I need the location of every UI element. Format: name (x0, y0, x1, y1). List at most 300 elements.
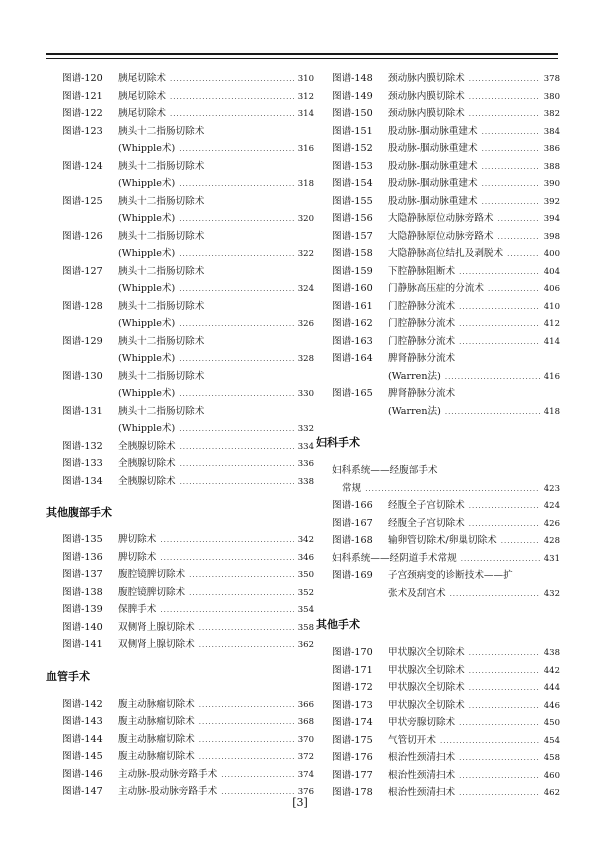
toc-entry-title-continued: (Warren法) (388, 405, 441, 417)
toc-page-number: 432 (543, 588, 560, 599)
toc-entry-title: 全胰腺切除术 (118, 475, 176, 487)
toc-entry-title: 脾切除术 (118, 551, 157, 563)
leader-dots (482, 124, 540, 142)
toc-page-number: 442 (543, 665, 560, 676)
leader-dots (170, 71, 294, 89)
toc-entry-number: 图谱-169 (332, 570, 373, 581)
toc-entry-title: 门腔静脉分流术 (388, 300, 456, 312)
toc-page-number: 366 (297, 699, 314, 710)
leader-dots (179, 351, 294, 369)
toc-page-number: 376 (297, 787, 314, 797)
toc-entry[interactable] (332, 644, 560, 662)
toc-group (332, 644, 560, 802)
toc-page-number: 454 (543, 735, 560, 746)
toc-entry-title: 子宫颈病变的诊断技术——扩 (388, 570, 513, 581)
toc-page-number: 320 (297, 214, 314, 224)
toc-page-number: 338 (297, 476, 314, 487)
toc-entry-number: 图谱-143 (62, 716, 103, 727)
toc-page-number: 358 (297, 622, 314, 633)
leader-dots (459, 750, 540, 768)
toc-entry[interactable] (62, 123, 314, 158)
toc-page-number: 316 (297, 144, 314, 154)
leader-dots (459, 316, 540, 334)
toc-entry-number: 图谱-151 (332, 125, 373, 137)
toc-entry[interactable] (332, 749, 560, 767)
toc-entry-title: 胰尾切除术 (118, 108, 166, 119)
toc-page-number: 346 (297, 552, 314, 563)
toc-entry[interactable] (332, 515, 560, 533)
toc-page-number: 426 (543, 518, 560, 529)
toc-entry[interactable] (332, 350, 560, 385)
toc-entry-title: 脾肾静脉分流术 (388, 353, 456, 364)
toc-entry-number: 图谱-126 (62, 230, 103, 242)
toc-entry[interactable] (62, 748, 314, 766)
toc-entry[interactable] (62, 105, 314, 123)
toc-entry-number: 图谱-175 (332, 734, 373, 746)
toc-entry[interactable] (332, 298, 560, 316)
section-heading: 其他腹部手术 (46, 506, 112, 519)
toc-entry-title: 全胰腺切除术 (118, 440, 176, 452)
toc-entry-number: 图谱-122 (62, 108, 103, 119)
leader-dots (179, 421, 294, 439)
toc-entry-title: 根治性颈清扫术 (388, 752, 456, 763)
toc-entry-title-continued: (Whipple术) (118, 318, 176, 329)
toc-entry-title: 门腔静脉分流术 (388, 335, 456, 347)
toc-entry[interactable] (62, 619, 314, 637)
toc-entry-number: 图谱-170 (332, 647, 373, 658)
toc-entry-title: 主动脉-股动脉旁路手术 (118, 768, 218, 780)
toc-intro-line2: 常规 (342, 482, 362, 494)
toc-page-number: 398 (543, 231, 560, 242)
toc-page-number: 350 (297, 570, 314, 580)
toc-entry-title-continued: (Whipple术) (118, 178, 176, 189)
toc-entry-title: 甲状腺次全切除术 (388, 647, 465, 658)
toc-entry-number: 图谱-165 (332, 388, 373, 399)
toc-entry-title: 根治性颈清扫术 (388, 769, 456, 781)
toc-entry-number: 图谱-129 (62, 335, 103, 347)
section-heading: 血管手术 (46, 669, 90, 683)
toc-entry-title: 根治性颈清扫术 (388, 787, 456, 798)
toc-entry[interactable] (62, 298, 314, 333)
toc-entry[interactable] (332, 105, 560, 123)
toc-entry-number: 图谱-130 (62, 370, 103, 382)
toc-entry[interactable] (332, 315, 560, 333)
toc-entry-number: 图谱-152 (332, 143, 373, 154)
leader-dots (199, 714, 294, 732)
toc-entry-number: 图谱-145 (62, 751, 103, 762)
toc-group (332, 70, 560, 420)
toc-entry[interactable] (332, 210, 560, 228)
toc-entry-number: 图谱-155 (332, 195, 373, 207)
toc-plain-entry (332, 550, 560, 568)
toc-entry[interactable] (62, 531, 314, 549)
toc-entry[interactable] (62, 584, 314, 602)
toc-entry-title: 门静脉高压症的分流术 (388, 283, 484, 294)
toc-entry-title: 妇科系统——经阴道手术常规 (332, 552, 457, 564)
leader-dots (488, 281, 540, 299)
leader-dots (179, 211, 294, 229)
toc-entry-number: 图谱-178 (332, 787, 373, 798)
toc-entry-title: 颈动脉内膜切除术 (388, 73, 465, 84)
toc-entry[interactable] (62, 70, 314, 88)
toc-entry-title: 胰头十二指肠切除术 (118, 300, 205, 312)
leader-dots (469, 89, 540, 107)
toc-entry-title: 经腹全子宫切除术 (388, 517, 465, 529)
toc-page-number: 412 (543, 319, 560, 329)
toc-page-number: 372 (297, 752, 314, 762)
leader-dots (199, 749, 294, 767)
toc-entry-title: 股动脉-腘动脉重建术 (388, 125, 478, 137)
toc-entry[interactable] (332, 714, 560, 732)
toc-entry-number: 图谱-163 (332, 335, 373, 347)
leader-dots (160, 550, 293, 568)
toc-entry-title: 胰头十二指肠切除术 (118, 370, 205, 382)
toc-entry[interactable] (332, 123, 560, 141)
toc-page-number: 394 (543, 214, 560, 224)
toc-page-number: 450 (543, 718, 560, 728)
toc-entry[interactable] (332, 679, 560, 697)
toc-entry[interactable] (332, 662, 560, 680)
leader-dots (459, 768, 540, 786)
header-rule-thin (46, 58, 558, 59)
toc-entry-number: 图谱-153 (332, 160, 373, 172)
toc-page-number: 460 (543, 770, 560, 781)
toc-page-number: 462 (543, 788, 560, 798)
toc-entry-number: 图谱-162 (332, 318, 373, 329)
toc-entry-number: 图谱-167 (332, 517, 373, 529)
toc-page-number: 384 (543, 126, 560, 137)
toc-page-number: 400 (543, 249, 560, 259)
toc-group (62, 696, 314, 801)
toc-page-number: 370 (297, 734, 314, 745)
leader-dots (189, 567, 294, 585)
leader-dots (469, 680, 540, 698)
toc-page-number: 428 (543, 536, 560, 546)
leader-dots (482, 159, 540, 177)
leader-dots (459, 334, 540, 352)
toc-entry[interactable] (332, 497, 560, 515)
toc-page-number: 342 (297, 535, 314, 545)
toc-page-number: 410 (543, 301, 560, 312)
toc-entry[interactable] (62, 193, 314, 228)
toc-entry-title: 甲状腺次全切除术 (388, 682, 465, 693)
toc-page-number: 458 (543, 753, 560, 763)
toc-page-number: 336 (297, 459, 314, 469)
toc-page-number: 388 (543, 161, 560, 172)
toc-page-number: 362 (297, 640, 314, 650)
toc-group (332, 567, 560, 602)
toc-entry-title: 门腔静脉分流术 (388, 318, 456, 329)
toc-entry-number: 图谱-150 (332, 108, 373, 119)
toc-entry-title: 脾切除术 (118, 534, 157, 545)
toc-entry-number: 图谱-133 (62, 458, 103, 469)
toc-entry[interactable] (332, 567, 560, 602)
toc-entry[interactable] (62, 368, 314, 403)
toc-page-number: 378 (543, 74, 560, 84)
toc-entry[interactable] (332, 280, 560, 298)
leader-dots (189, 585, 294, 603)
toc-intro-entry (332, 462, 560, 497)
toc-entry-number: 图谱-127 (62, 265, 103, 277)
toc-entry-title-continued: (Whipple术) (118, 353, 176, 364)
leader-dots (221, 767, 294, 785)
toc-entry[interactable] (62, 455, 314, 473)
toc-entry[interactable] (62, 473, 314, 491)
toc-entry-number: 图谱-120 (62, 73, 103, 84)
leader-dots (459, 264, 540, 282)
toc-page-number: 354 (297, 605, 314, 615)
toc-entry-title: 胰头十二指肠切除术 (118, 125, 205, 137)
toc-entry[interactable] (332, 732, 560, 750)
toc-entry-title: 腹主动脉瘤切除术 (118, 716, 195, 727)
toc-entry[interactable] (62, 88, 314, 106)
toc-entry[interactable] (332, 767, 560, 785)
leader-dots (507, 246, 540, 264)
leader-dots (482, 194, 540, 212)
toc-entry[interactable] (62, 158, 314, 193)
toc-entry-number: 图谱-164 (332, 353, 373, 364)
toc-entry-title: 股动脉-腘动脉重建术 (388, 195, 478, 207)
leader-dots (199, 637, 294, 655)
toc-entry-number: 图谱-168 (332, 535, 373, 546)
toc-entry[interactable] (332, 532, 560, 550)
toc-entry-title-continued: (Whipple术) (118, 388, 176, 399)
toc-page-number: 416 (543, 371, 560, 382)
toc-page-number: 406 (543, 284, 560, 294)
toc-entry-title: 腹腔镜脾切除术 (118, 586, 186, 598)
toc-page-number: 310 (297, 74, 314, 84)
leader-dots (459, 299, 540, 317)
toc-entry-title-continued: (Whipple术) (118, 283, 176, 294)
toc-entry-title: 下腔静脉阻断术 (388, 265, 456, 277)
leader-dots (469, 106, 540, 124)
toc-entry-number: 图谱-149 (332, 90, 373, 102)
toc-entry-title: 甲状旁腺切除术 (388, 717, 456, 728)
toc-entry-title-continued: (Whipple术) (118, 143, 176, 154)
toc-entry-title: 输卵管切除术/卵巢切除术 (388, 535, 497, 546)
toc-page-number: 444 (543, 683, 560, 693)
toc-page-number: 352 (297, 587, 314, 598)
toc-entry[interactable] (62, 228, 314, 263)
leader-dots (482, 176, 540, 194)
toc-entry[interactable] (332, 333, 560, 351)
toc-entry-number: 图谱-121 (62, 90, 103, 102)
leader-dots (199, 732, 294, 750)
toc-page-number: 446 (543, 700, 560, 711)
toc-entry-title: 颈动脉内膜切除术 (388, 90, 465, 102)
leader-dots (459, 715, 540, 733)
toc-entry-number: 图谱-154 (332, 178, 373, 189)
toc-entry-title-continued: (Whipple术) (118, 423, 176, 434)
toc-entry-title: 经腹全子宫切除术 (388, 500, 465, 511)
toc-entry-title: 股动脉-腘动脉重建术 (388, 178, 478, 189)
toc-page-number: 374 (297, 769, 314, 780)
toc-entry-title: 甲状腺次全切除术 (388, 699, 465, 711)
toc-entry-title: 胰头十二指肠切除术 (118, 195, 205, 207)
leader-dots (199, 620, 294, 638)
toc-entry-number: 图谱-139 (62, 604, 103, 615)
toc-page-number: 380 (543, 91, 560, 102)
header-rule-thick (46, 53, 558, 55)
toc-entry-number: 图谱-141 (62, 639, 103, 650)
toc-group (332, 497, 560, 550)
leader-dots (469, 663, 540, 681)
leader-dots (179, 316, 294, 334)
toc-entry-title: 胰尾切除术 (118, 90, 166, 102)
toc-left-column (46, 70, 314, 801)
toc-page-number: 414 (543, 336, 560, 347)
toc-entry-title: 胰头十二指肠切除术 (118, 405, 205, 417)
toc-entry[interactable] (62, 601, 314, 619)
leader-dots (450, 586, 540, 604)
toc-entry-title: 腹主动脉瘤切除术 (118, 733, 195, 745)
toc-entry[interactable] (332, 88, 560, 106)
leader-dots (179, 246, 294, 264)
toc-entry-number: 图谱-140 (62, 621, 103, 633)
toc-entry[interactable] (62, 696, 314, 714)
leader-dots (179, 281, 294, 299)
toc-page-number: 332 (297, 424, 314, 434)
leader-dots (180, 439, 294, 457)
toc-page-number: 314 (297, 109, 314, 119)
toc-page-number: 330 (297, 389, 314, 399)
leader-dots (180, 456, 294, 474)
toc-intro-line1: 妇科系统——经腹部手术 (332, 465, 438, 476)
toc-entry-number: 图谱-173 (332, 699, 373, 711)
toc-entry-number: 图谱-147 (62, 786, 103, 797)
toc-entry-number: 图谱-161 (332, 300, 373, 312)
toc-entry-number: 图谱-159 (332, 265, 373, 277)
leader-dots (160, 602, 293, 620)
toc-entry[interactable] (62, 263, 314, 298)
leader-dots (199, 697, 294, 715)
toc-entry-number: 图谱-171 (332, 664, 373, 676)
toc-entry-title-continued: 张术及刮宫术 (388, 587, 446, 599)
toc-page-number: 392 (543, 196, 560, 207)
leader-dots (179, 386, 294, 404)
leader-dots (469, 698, 540, 716)
toc-entry-number: 图谱-157 (332, 230, 373, 242)
toc-entry[interactable] (62, 566, 314, 584)
toc-page-number: 322 (297, 249, 314, 259)
toc-entry-title: 双侧肾上腺切除术 (118, 621, 195, 633)
toc-entry-number: 图谱-138 (62, 586, 103, 598)
leader-dots (170, 89, 294, 107)
toc-entry[interactable] (62, 766, 314, 784)
toc-entry-title: 胰尾切除术 (118, 73, 166, 84)
toc-entry[interactable] (62, 549, 314, 567)
leader-dots (498, 229, 540, 247)
toc-entry-title-continued: (Warren法) (388, 370, 441, 382)
toc-entry-title: 保脾手术 (118, 604, 157, 615)
leader-dots (469, 71, 540, 89)
toc-entry-number: 图谱-124 (62, 160, 103, 172)
toc-page-number: 424 (543, 501, 560, 511)
toc-entry[interactable] (62, 333, 314, 368)
toc-entry[interactable] (62, 713, 314, 731)
toc-page-number: 390 (543, 179, 560, 189)
toc-entry-title: 胰头十二指肠切除术 (118, 335, 205, 347)
toc-entry-title: 甲状腺次全切除术 (388, 664, 465, 676)
toc-entry[interactable] (332, 245, 560, 263)
toc-page-number: 386 (543, 144, 560, 154)
toc-entry-number: 图谱-158 (332, 248, 373, 259)
toc-page-number: 328 (297, 354, 314, 364)
toc-entry[interactable] (332, 158, 560, 176)
toc-page-number: 423 (543, 483, 560, 494)
toc-entry-number: 图谱-125 (62, 195, 103, 207)
page-number: [3] (292, 796, 308, 809)
toc-entry[interactable] (332, 697, 560, 715)
leader-dots (440, 733, 540, 751)
leader-dots (469, 645, 540, 663)
toc-page-number: 334 (297, 441, 314, 452)
toc-entry-number: 图谱-174 (332, 717, 373, 728)
toc-entry[interactable] (62, 731, 314, 749)
toc-entry-title: 全胰腺切除术 (118, 458, 176, 469)
toc-entry-number: 图谱-134 (62, 475, 103, 487)
toc-entry-number: 图谱-177 (332, 769, 373, 781)
toc-entry-title: 胰头十二指肠切除术 (118, 230, 205, 242)
leader-dots (365, 481, 540, 499)
toc-page-number: 324 (297, 284, 314, 294)
toc-entry[interactable] (332, 140, 560, 158)
toc-entry[interactable] (332, 385, 560, 420)
toc-entry-number: 图谱-137 (62, 569, 103, 580)
toc-entry-number: 图谱-123 (62, 125, 103, 137)
leader-dots (180, 474, 294, 492)
leader-dots (445, 404, 540, 422)
toc-entry-title: 腹腔镜脾切除术 (118, 569, 186, 580)
toc-entry[interactable] (62, 438, 314, 456)
leader-dots (445, 369, 540, 387)
toc-entry-title: 脾肾静脉分流术 (388, 388, 456, 399)
toc-entry[interactable] (332, 228, 560, 246)
toc-entry-number: 图谱-166 (332, 500, 373, 511)
toc-entry[interactable] (332, 175, 560, 193)
leader-dots (461, 551, 540, 569)
toc-entry-number: 图谱-176 (332, 752, 373, 763)
toc-group (62, 70, 314, 490)
toc-entry[interactable] (62, 636, 314, 654)
toc-entry-number: 图谱-160 (332, 283, 373, 294)
toc-entry-title: 双侧肾上腺切除术 (118, 639, 195, 650)
section-heading: 妇科手术 (316, 436, 360, 449)
toc-entry-number: 图谱-142 (62, 698, 103, 710)
section-heading: 其他手术 (316, 618, 360, 631)
toc-entry[interactable] (332, 263, 560, 281)
toc-page-number: 438 (543, 648, 560, 658)
toc-entry[interactable] (332, 193, 560, 211)
toc-page-number: 382 (543, 109, 560, 119)
leader-dots (482, 141, 540, 159)
toc-entry-title: 股动脉-腘动脉重建术 (388, 143, 478, 154)
toc-page-number: 312 (297, 91, 314, 102)
toc-entry-title-continued: (Whipple术) (118, 213, 176, 224)
toc-page-number: 368 (297, 717, 314, 727)
toc-entry[interactable] (332, 70, 560, 88)
leader-dots (179, 141, 294, 159)
toc-entry[interactable] (62, 403, 314, 438)
toc-entry-number: 图谱-136 (62, 551, 103, 563)
toc-group (62, 531, 314, 654)
toc-right-column (316, 70, 560, 802)
toc-entry-title: 大隐静脉原位动脉旁路术 (388, 230, 494, 242)
toc-entry-title: 大隐静脉原位动脉旁路术 (388, 213, 494, 224)
leader-dots (160, 532, 293, 550)
toc-entry-title: 胰头十二指肠切除术 (118, 160, 205, 172)
toc-entry-number: 图谱-172 (332, 682, 373, 693)
